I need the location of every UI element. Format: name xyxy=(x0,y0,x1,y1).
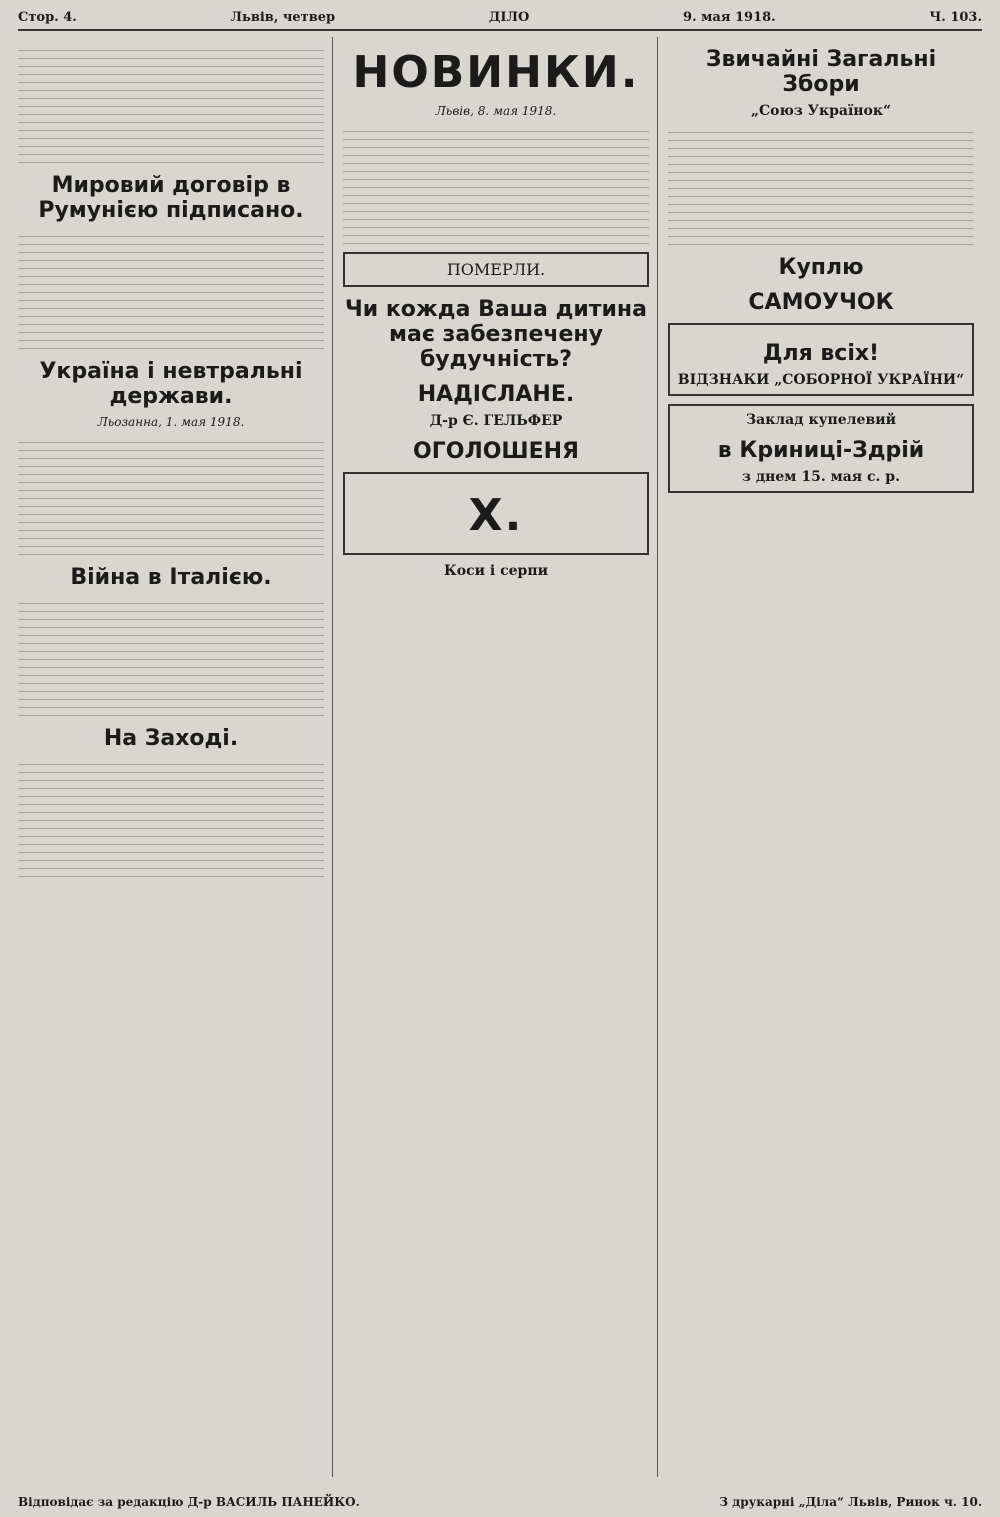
printer-line: З друкарні „Діла“ Львів, Ринок ч. 10. xyxy=(719,1495,982,1509)
text-block xyxy=(18,596,324,716)
headline-romania: Мировий договір в Румунією підписано. xyxy=(38,173,304,223)
newspaper-title: ДІЛО xyxy=(488,10,530,25)
text-block xyxy=(18,229,324,349)
middle-column xyxy=(343,37,658,1477)
news-sub: Львів, 8. мая 1918. xyxy=(435,104,557,118)
scythes-ad: Коси і серпи xyxy=(444,563,548,579)
text-block xyxy=(18,435,324,555)
text-block xyxy=(18,757,324,877)
headline-west: На Заході. xyxy=(103,726,239,751)
headline-ukraine: Україна і невтральні держави. xyxy=(39,359,303,409)
self-teacher: САМОУЧОК xyxy=(748,290,894,315)
masthead xyxy=(18,10,982,31)
columns xyxy=(18,37,982,1477)
issue-date: 9. мая 1918. xyxy=(683,10,776,25)
text-block xyxy=(18,43,324,163)
text-block xyxy=(668,125,974,245)
city-day: Львів, четвер xyxy=(230,10,336,25)
editor-line: Відповідає за редакцію Д-р ВАСИЛЬ ПАНЕЙКО. xyxy=(18,1495,360,1509)
ads-heading: ОГОЛОШЕНЯ xyxy=(413,439,579,464)
dateline: Льозанна, 1. мая 1918. xyxy=(97,415,245,429)
text-block xyxy=(343,124,649,244)
x-ad: X. xyxy=(343,472,649,555)
left-column xyxy=(18,37,333,1477)
issue-number: Ч. 103. xyxy=(929,10,982,25)
buy-ad: Куплю xyxy=(778,255,864,280)
bath-box: Заклад купелевий в Криниці-Здрій з днем 15. мая с. р. xyxy=(668,404,974,493)
right-column xyxy=(668,37,982,1477)
question: Чи кожда Ваша дитина має забезпечену будучність? xyxy=(345,297,647,372)
news-title: НОВИНКИ. xyxy=(352,47,640,98)
badges-box: Для всіх! ВІДЗНАКИ „СОБОРНОЇ УКРАЇНИ“ xyxy=(668,323,974,396)
headline-italy: Війна в Італією. xyxy=(70,565,272,590)
obituary-box: ПОМЕРЛИ. xyxy=(343,252,649,287)
society-name: „Союз Українок“ xyxy=(750,103,892,119)
meeting-title: Звичайні Загальні Збори xyxy=(705,47,937,97)
page-number: Стор. 4. xyxy=(18,10,77,25)
footer xyxy=(18,1495,982,1509)
sent-heading: НАДІСЛАНЕ. xyxy=(417,382,575,407)
dentist-ad: Д-р Є. ГЕЛЬФЕР xyxy=(429,413,563,429)
